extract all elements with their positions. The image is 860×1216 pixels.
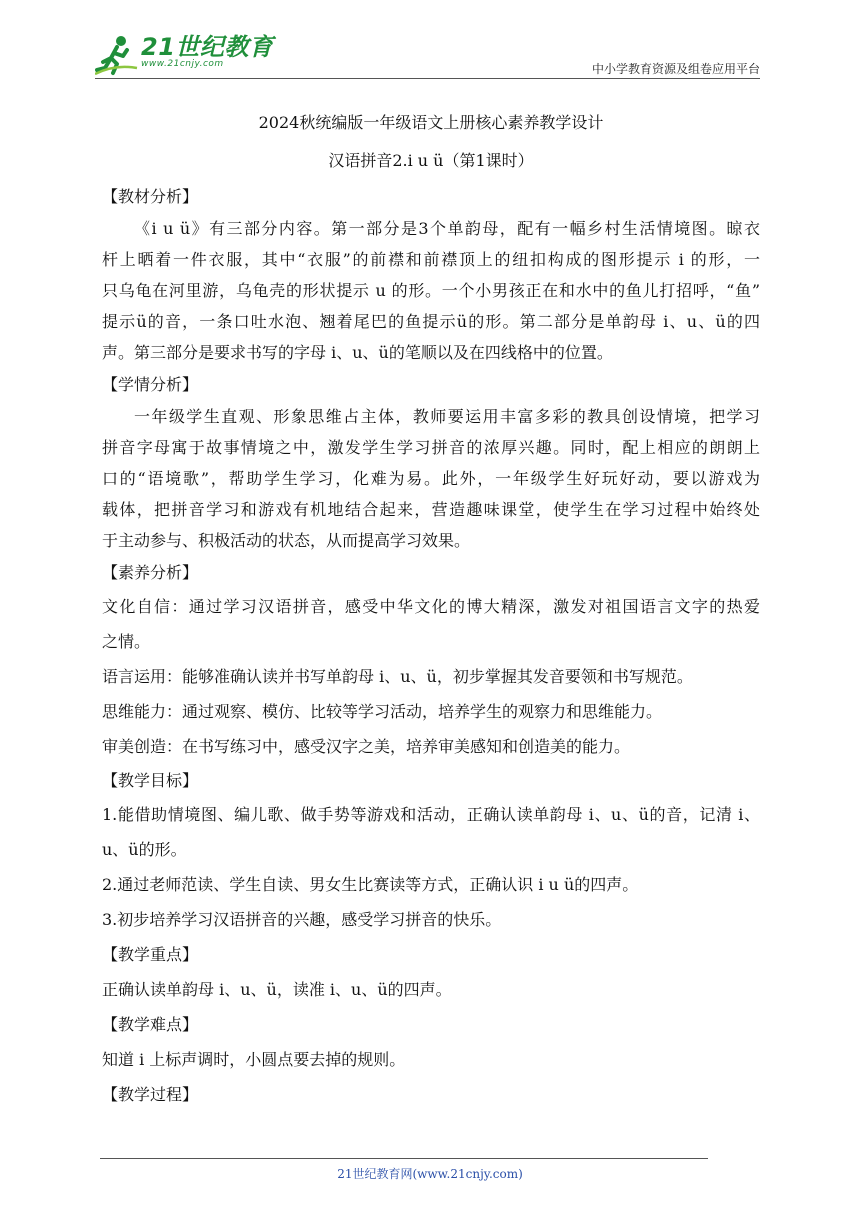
paragraph-line: 载体，把拼音学习和游戏有机地结合起来，营造趣味课堂，使学生在学习过程中始终处 (102, 500, 760, 519)
goal-item: 1.能借助情境图、编儿歌、做手势等游戏和活动，正确认读单韵母 i、u、ü的音，记清 i、 (102, 805, 760, 824)
paragraph-line: 只乌龟在河里游，乌龟壳的形状提示 u 的形。一个小男孩正在和水中的鱼儿打招呼，“鱼” (102, 281, 760, 300)
literacy-item: 之情。 (102, 632, 151, 651)
paragraph-line: 声。第三部分是要求书写的字母 i、u、ü的笔顺以及在四线格中的位置。 (102, 343, 613, 362)
logo-title: 21世纪教育 (141, 33, 274, 61)
paragraph-line: 于主动参与、积极活动的状态，从而提高学习效果。 (102, 531, 471, 550)
heading-textbook-analysis: 【教材分析】 (102, 187, 199, 206)
heading-difficulties: 【教学难点】 (102, 1015, 199, 1034)
footer-text: 21世纪教育网(www.21cnjy.com) (337, 1167, 523, 1181)
header-divider (95, 78, 760, 79)
heading-literacy-analysis: 【素养分析】 (102, 563, 199, 582)
key-point-item: 正确认读单韵母 i、u、ü，读准 i、u、ü的四声。 (102, 980, 452, 999)
paragraph-line: 拼音字母寓于故事情境之中，激发学生学习拼音的浓厚兴趣。同时，配上相应的朗朗上 (102, 438, 760, 457)
difficulty-item: 知道 i 上标声调时，小圆点要去掉的规则。 (102, 1050, 406, 1069)
site-logo (95, 34, 273, 76)
logo-url: www.21cnjy.com (141, 59, 224, 69)
heading-teaching-process: 【教学过程】 (102, 1085, 199, 1104)
literacy-item: 思维能力：通过观察、模仿、比较等学习活动，培养学生的观察力和思维能力。 (102, 702, 663, 721)
literacy-item: 文化自信：通过学习汉语拼音，感受中华文化的博大精深，激发对祖国语言文字的热爱 (102, 597, 760, 616)
page-header (95, 30, 760, 80)
goal-item: 2.通过老师范读、学生自读、男女生比赛读等方式，正确认识 i u ü的四声。 (102, 875, 639, 894)
lesson-title: 汉语拼音2.i u ü（第1课时） (328, 151, 534, 170)
platform-label: 中小学教育资源及组卷应用平台 (591, 62, 760, 76)
literacy-item: 语言运用：能够准确认读并书写单韵母 i、u、ü，初步掌握其发音要领和书写规范。 (102, 667, 693, 686)
paragraph-line: 杆上晒着一件衣服，其中“衣服”的前襟和前襟顶上的纽扣构成的图形提示 i 的形，一 (102, 250, 760, 269)
document-body (102, 104, 760, 1112)
runner-logo-icon (95, 34, 139, 76)
document-title: 2024秋统编版一年级语文上册核心素养教学设计 (258, 113, 604, 132)
goal-item: 3.初步培养学习汉语拼音的兴趣，感受学习拼音的快乐。 (102, 910, 502, 929)
paragraph-line: 口的“语境歌”，帮助学生学习，化难为易。此外，一年级学生好玩好动，要以游戏为 (102, 469, 760, 488)
footer-divider (100, 1158, 708, 1159)
paragraph-line: 《i u ü》有三部分内容。第一部分是3个单韵母，配有一幅乡村生活情境图。晾衣 (134, 219, 760, 238)
literacy-item: 审美创造：在书写练习中，感受汉字之美，培养审美感知和创造美的能力。 (102, 737, 631, 756)
heading-teaching-goals: 【教学目标】 (102, 771, 199, 790)
goal-item: u、ü的形。 (102, 840, 187, 859)
paragraph-line: 提示ü的音，一条口吐水泡、翘着尾巴的鱼提示ü的形。第二部分是单韵母 i、u、ü的四 (102, 312, 760, 331)
paragraph-line: 一年级学生直观、形象思维占主体，教师要运用丰富多彩的教具创设情境，把学习 (134, 407, 760, 426)
heading-key-points: 【教学重点】 (102, 945, 199, 964)
heading-student-analysis: 【学情分析】 (102, 375, 199, 394)
